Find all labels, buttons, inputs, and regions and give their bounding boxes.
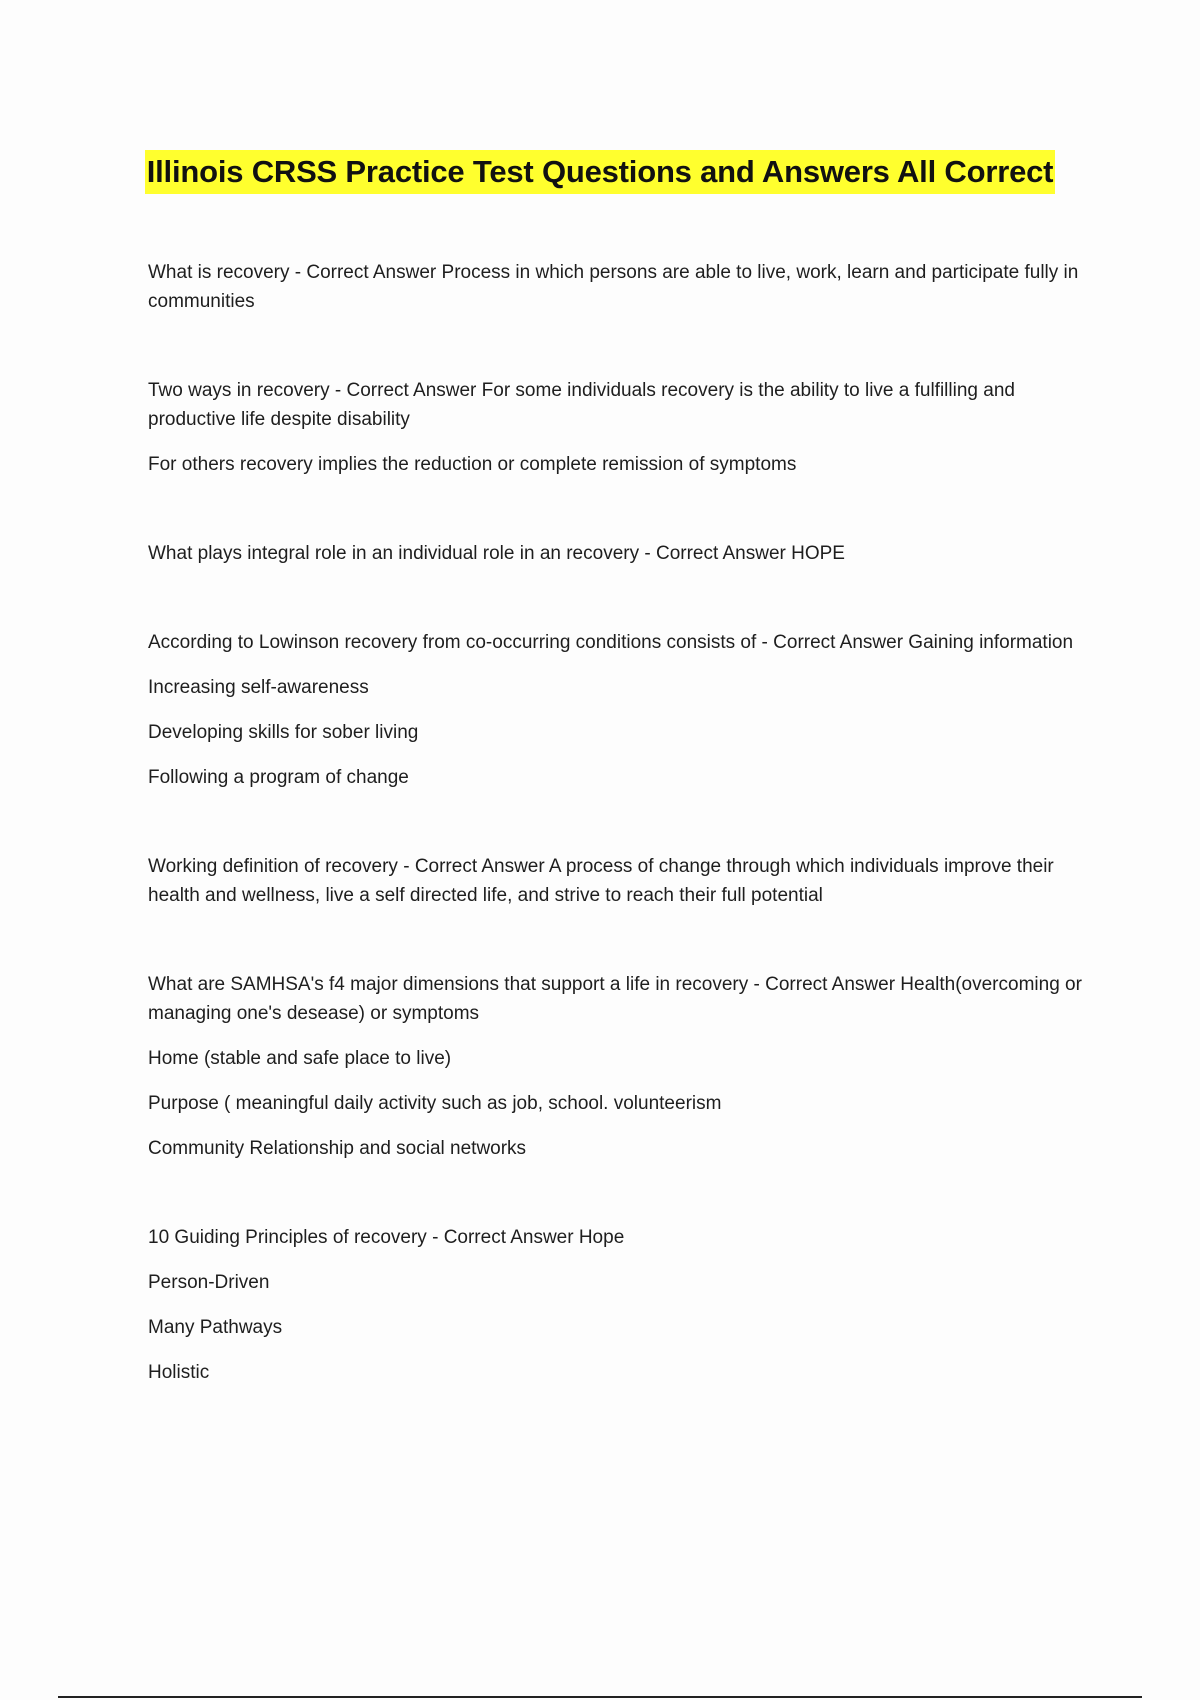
qa-line: What are SAMHSA's f4 major dimensions that support a life in recovery - Correct Answer Health(overcoming or managing one's desease) or symptoms: [148, 974, 1082, 1024]
qa-line: Working definition of recovery - Correct Answer A process of change through which individuals improve their health and wellness, live a self directed life, and strive to reach their full potential: [148, 856, 1054, 906]
qa-line: Purpose ( meaningful daily activity such as job, school. volunteerism: [148, 1093, 722, 1114]
qa-line: Home (stable and safe place to live): [148, 1048, 452, 1069]
qa-line: For others recovery implies the reduction or complete remission of symptoms: [148, 454, 797, 475]
entry-gap: [148, 792, 1098, 852]
qa-entry-integral-role: [148, 539, 1098, 568]
entry-gap: [148, 479, 1098, 539]
title-wrapper: [0, 150, 1200, 194]
qa-line: Holistic: [148, 1362, 210, 1383]
qa-line: Developing skills for sober living: [148, 722, 419, 743]
qa-line: According to Lowinson recovery from co-occurring conditions consists of - Correct Answer Gaining information: [148, 632, 1074, 653]
qa-entry-working-definition: [148, 852, 1098, 910]
qa-entry-two-ways: [148, 376, 1098, 479]
qa-line: 10 Guiding Principles of recovery - Correct Answer Hope: [148, 1227, 625, 1248]
qa-line: Two ways in recovery - Correct Answer For some individuals recovery is the ability to live a fulfilling and productive life despite disability: [148, 380, 1015, 430]
entry-gap: [148, 316, 1098, 376]
document-title: Illinois CRSS Practice Test Questions and Answers All Correct: [145, 150, 1056, 194]
qa-entry-lowinson: [148, 628, 1098, 792]
qa-entry-recovery: [148, 258, 1098, 316]
entry-gap: [148, 568, 1098, 628]
footer-rule: [58, 1696, 1142, 1698]
document-body: [148, 258, 1098, 1387]
qa-line: What plays integral role in an individual role in an recovery - Correct Answer HOPE: [148, 543, 845, 564]
qa-line: Person-Driven: [148, 1272, 270, 1293]
entry-gap: [148, 1163, 1098, 1223]
qa-line: Increasing self-awareness: [148, 677, 369, 698]
qa-line: Many Pathways: [148, 1317, 283, 1338]
qa-entry-samhsa-dimensions: [148, 970, 1098, 1163]
qa-line: Community Relationship and social networks: [148, 1138, 527, 1159]
qa-line: What is recovery - Correct Answer Process in which persons are able to live, work, learn and participate fully in communities: [148, 262, 1079, 312]
entry-gap: [148, 910, 1098, 970]
qa-entry-guiding-principles: [148, 1223, 1098, 1387]
qa-line: Following a program of change: [148, 767, 409, 788]
